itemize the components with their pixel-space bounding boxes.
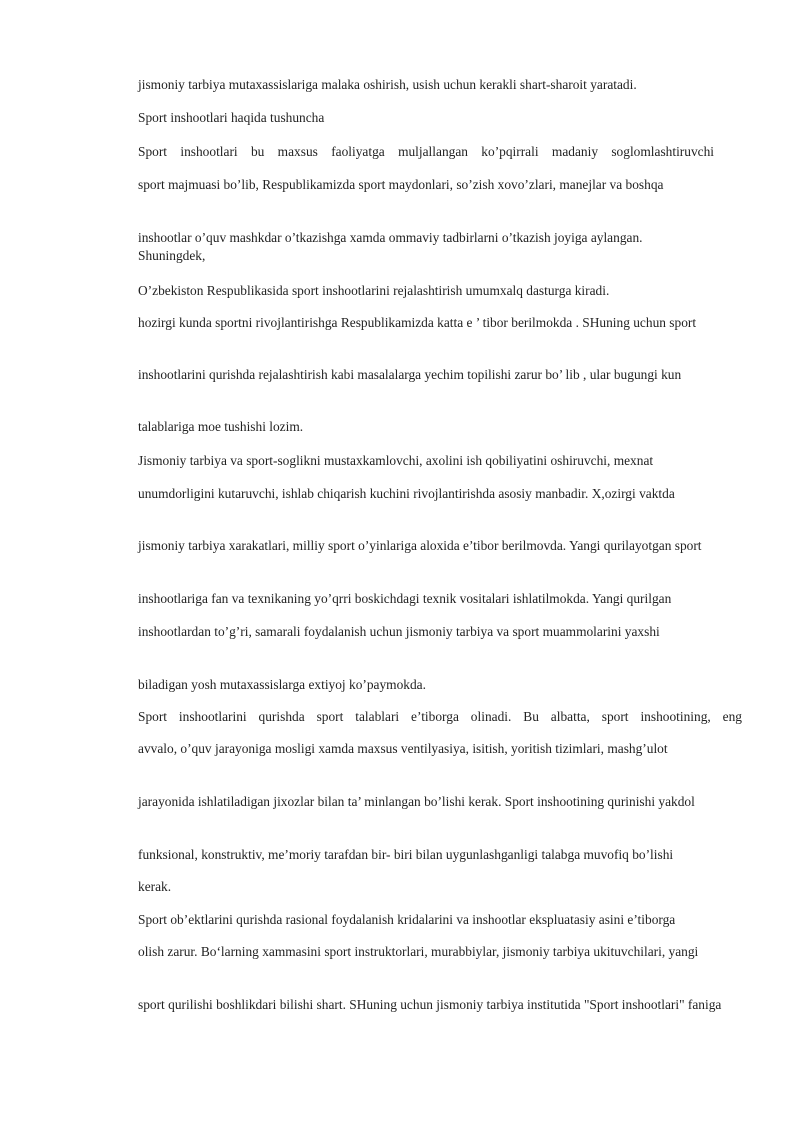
text-line: sport majmuasi bo’lib, Respublikamizda sport maydonlari, so’zish xovo’zlari, manejlar va boshqa bbox=[138, 177, 664, 192]
text-line: hozirgi kunda sportni rivojlantirishga Respublikamizda katta e ’ tibor berilmokda . SHuning uchun sport bbox=[138, 315, 697, 330]
text-line: avvalo, o’quv jarayoniga mosligi xamda maxsus ventilyasiya, isitish, yoritish tizimlari, mashg’ulot bbox=[138, 741, 668, 756]
text-line: O’zbekiston Respublikasida sport inshootlarini rejalashtirish umumxalq dasturga kiradi. bbox=[138, 283, 610, 298]
text-line: olish zarur. Bo‘larning xammasini sport instruktorlari, murabbiylar, jismoniy tarbiya ukituvchilari, yangi bbox=[138, 944, 699, 959]
text-line: sport qurilishi boshlikdari bilishi shart. SHuning uchun jismoniy tarbiya institutida "Sport inshootlari" faniga bbox=[138, 997, 722, 1012]
text-line: jismoniy tarbiya xarakatlari, milliy sport o’yinlariga aloxida e’tibor berilmovda. Yangi qurilayotgan sport bbox=[138, 538, 702, 553]
text-line: inshootlarini qurishda rejalashtirish kabi masalalarga yechim topilishi zarur bo’ lib , ular bugungi kun bbox=[138, 367, 682, 382]
text-line: jismoniy tarbiya mutaxassislariga malaka oshirish, usish uchun kerakli shart-sharoit yaratadi. bbox=[138, 77, 637, 92]
text-line: Sport ob’ektlarini qurishda rasional foydalanish kridalarini va inshootlar ekspluatasiy asini e’tiborga bbox=[138, 912, 676, 927]
text-line: inshootlariga fan va texnikaning yo’qrri boskichdagi texnik vositalari ishlatilmokda. Yangi qurilgan bbox=[138, 591, 672, 606]
text-line: funksional, konstruktiv, me’moriy tarafdan bir- biri bilan uygunlashganligi talabga muvofiq bo’lishi bbox=[138, 847, 674, 862]
text-line: jarayonida ishlatiladigan jixozlar bilan ta’ minlangan bo’lishi kerak. Sport inshootining qurinishi yakdol bbox=[138, 794, 695, 809]
text-line: Sport inshootlari bu maxsus faoliyatga muljallangan ko’pqirrali madaniy soglomlashtiruvchi bbox=[138, 144, 714, 159]
text-line: Sport inshootlarini qurishda sport talablari e’tiborga olinadi. Bu albatta, sport inshootining, eng bbox=[138, 709, 742, 724]
text-line: inshootlar o’quv mashkdar o’tkazishga xamda ommaviy tadbirlarni o’tkazish joyiga aylangan. Shuningdek, bbox=[138, 230, 643, 263]
text-line: biladigan yosh mutaxassislarga extiyoj ko’paymokda. bbox=[138, 677, 426, 692]
section-heading: Sport inshootlari haqida tushuncha bbox=[138, 110, 325, 125]
text-line: kerak. bbox=[138, 879, 172, 894]
text-line: Jismoniy tarbiya va sport-soglikni mustaxkamlovchi, axolini ish qobiliyatini oshiruvchi, mexnat bbox=[138, 453, 654, 468]
text-line: talablariga moe tushishi lozim. bbox=[138, 419, 304, 434]
text-line: inshootlardan to’g’ri, samarali foydalanish uchun jismoniy tarbiya va sport muammolarini yaxshi bbox=[138, 624, 660, 639]
text-line: unumdorligini kutaruvchi, ishlab chiqarish kuchini rivojlantirishda asosiy manbadir. X,ozirgi vaktda bbox=[138, 486, 675, 501]
